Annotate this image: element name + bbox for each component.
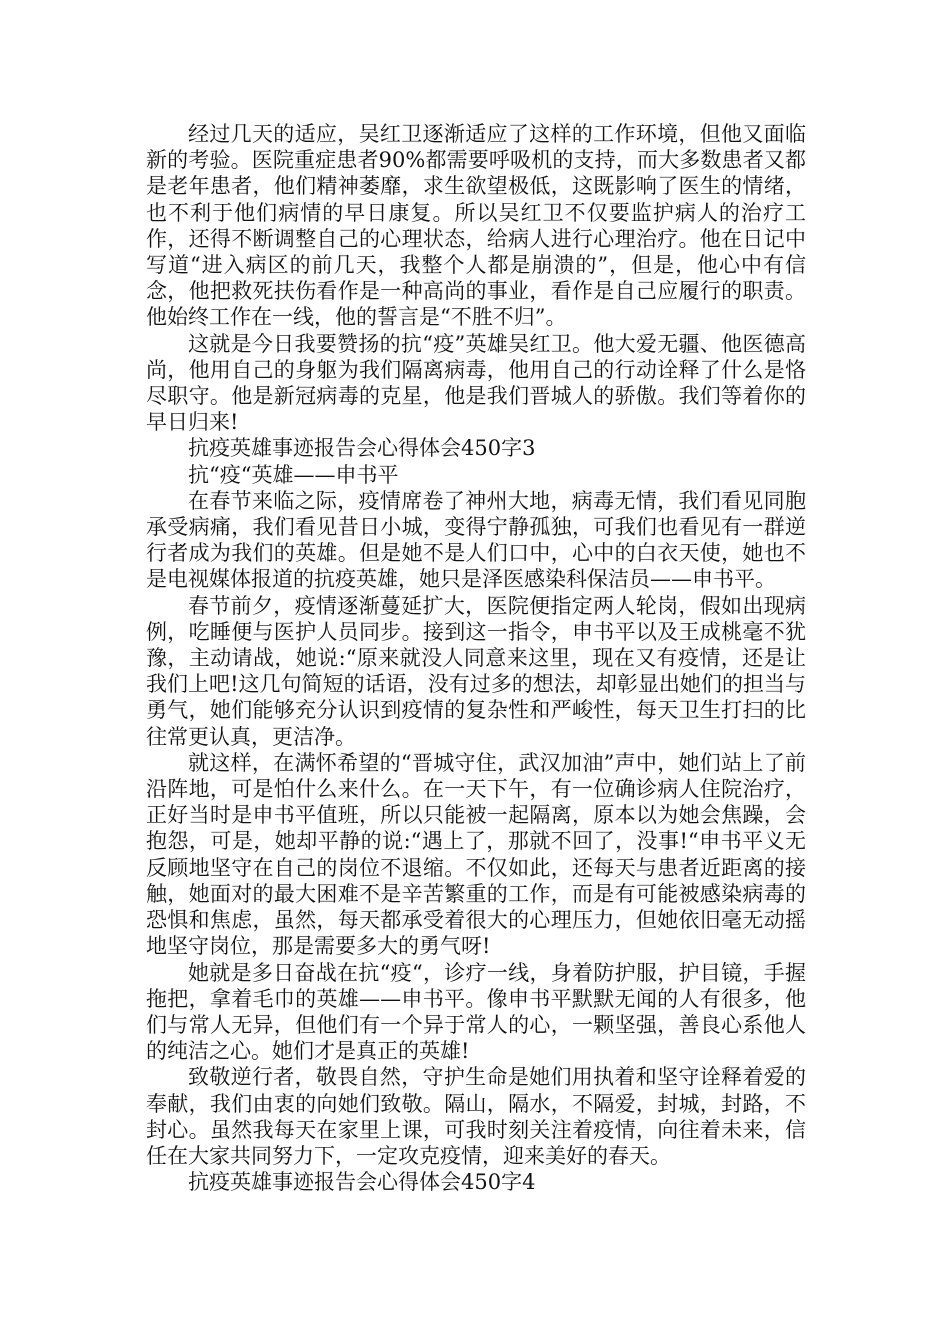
paragraph-hero-description: 她就是多日奋战在抗“疫“，诊疗一线，身着防护服，护目镜，手握拖把，拿着毛巾的英雄——申书平。像申书平默默无闻的人有很多，他们与常人无异，但他们有一个异于常人的心，一颗坚强，善良心系他人的纯洁之心。她们才是真正的英雄!	[146, 960, 806, 1064]
essay-title-shen-shuping: 抗“疫“英雄——申书平	[188, 462, 399, 487]
paragraph-before-festival: 春节前夕，疫情逐渐蔓延扩大，医院便指定两人轮岗，假如出现病例，吃睡便与医护人员同步。接到这一指令，申书平以及王成桃毫不犹豫，主动请战，她说:“原来就没人同意来这里，现在又有疫情，还是让我们上吧!这几句简短的话语，没有过多的想法，却彰显出她们的担当与勇气，她们能够充分认识到疫情的复杂性和严峻性，每天卫生打扫的比往常更认真，更洁净。	[146, 593, 806, 749]
paragraph-salute: 致敬逆行者，敬畏自然，守护生命是她们用执着和坚守诠释着爱的奉献，我们由衷的向她们致敬。隔山，隔水，不隔爱，封城，封路，不封心。虽然我每天在家里上课，可我时刻关注着疫情，向往着未来，信任在大家共同努力下，一定攻克疫情，迎来美好的春天。	[146, 1065, 806, 1168]
paragraph-spring-festival: 在春节来临之际，疫情席卷了神州大地，病毒无情，我们看见同胞承受病痛，我们看见昔日小城，变得宁静孤独，可我们也看见有一群逆行者成为我们的英雄。但是她不是人们口中，心中的白衣天使，她也不是电视媒体报道的抗疫英雄，她只是泽医感染科保洁员——申书平。	[146, 488, 806, 592]
paragraph-praise-wu-hongwei: 这就是今日我要赞扬的抗“疫”英雄吴红卫。他大爱无疆、他医德高尚，他用自己的身躯为我们隔离病毒，他用自己的行动诠释了什么是恪尽职守。他是新冠病毒的克星，他是我们晋城人的骄傲。我们等着你的早日归来!	[146, 331, 806, 435]
section-heading-4: 抗疫英雄事迹报告会心得体会450字4	[188, 1170, 536, 1195]
document-body	[146, 121, 806, 1195]
paragraph-frontline: 就这样，在满怀希望的“晋城守住，武汉加油”声中，她们站上了前沿阵地，可是怕什么来什么。在一天下午，有一位确诊病人住院治疗，正好当时是申书平值班，所以只能被一起隔离，原本以为她会焦躁，会抱怨，可是，她却平静的说:“遇上了，那就不回了，没事!“申书平义无反顾地坚守在自己的岗位不退缩。不仅如此，还每天与患者近距离的接触，她面对的最大困难不是辛苦繁重的工作，而是有可能被感染病毒的恐惧和焦虑，虽然，每天都承受着很大的心理压力，但她依旧毫无动摇地坚守岗位，那是需要多大的勇气呀!	[146, 750, 806, 959]
paragraph-hospital-challenge: 经过几天的适应，吴红卫逐渐适应了这样的工作环境，但他又面临新的考验。医院重症患者90%都需要呼吸机的支持，而大多数患者又都是老年患者，他们精神萎靡，求生欲望极低，这既影响了医生的情绪，也不利于他们病情的早日康复。所以吴红卫不仅要监护病人的治疗工作，还得不断调整自己的心理状态，给病人进行心理治疗。他在日记中写道“进入病区的前几天，我整个人都是崩溃的”，但是，他心中有信念，他把救死扶伤看作是一种高尚的事业，看作是自己应履行的职责。他始终工作在一线，他的誓言是“不胜不归”。	[146, 122, 806, 330]
section-heading-3: 抗疫英雄事迹报告会心得体会450字3	[188, 436, 536, 461]
